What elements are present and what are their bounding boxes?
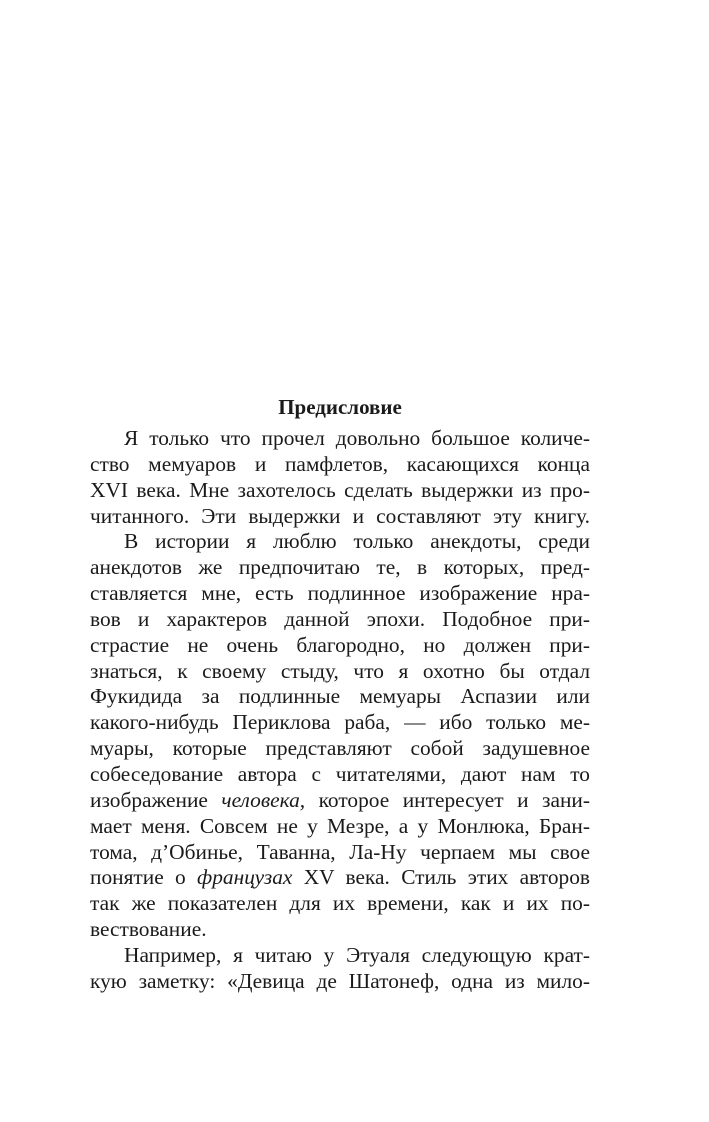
text-line: Фукидида за подлинные мемуары Аспазии или xyxy=(90,684,590,709)
text-line: Например, я читаю у Этуаля следующую крат- xyxy=(124,942,590,967)
text-line: читанного. Эти выдержки и составляют эту книгу. xyxy=(90,503,590,528)
text-line: анекдотов же предпочитаю те, в которых, пред- xyxy=(90,555,590,580)
text-line: собеседование автора с читателями, дают нам то xyxy=(90,761,590,786)
text-line: мает меня. Совсем не у Мезре, а у Монлюка, Бран- xyxy=(90,813,590,838)
text-line: ставляется мне, есть подлинное изображение нра- xyxy=(90,581,590,606)
text-line: какого-нибудь Периклова раба, — ибо только ме- xyxy=(90,710,590,735)
text-line: знаться, к своему стыду, что я охотно бы отдал xyxy=(90,658,590,683)
preface-text-block xyxy=(90,390,590,995)
text-line: вов и характеров данной эпохи. Подобное при- xyxy=(90,606,590,631)
text-line: кую заметку: «Девица де Шатонеф, одна из мило- xyxy=(90,968,590,993)
page-title: Предисловие xyxy=(278,395,402,419)
text-line: Я только что прочел довольно большое количе- xyxy=(124,426,590,450)
text-line: так же показателен для их времени, как и их по- xyxy=(90,891,590,916)
text-line: изображение человека, которое интересует и зани- xyxy=(90,787,590,812)
text-line: тома, д’Обинье, Таванна, Ла-Ну черпаем мы свое xyxy=(90,839,590,864)
text-line: понятие о французах XV века. Стиль этих авторов xyxy=(90,865,590,890)
text-line: XVI века. Мне захотелось сделать выдержки из про- xyxy=(90,477,590,502)
text-line: В истории я люблю только анекдоты, среди xyxy=(124,529,590,554)
italic-word: французах xyxy=(197,865,293,890)
italic-word: человека, xyxy=(221,787,306,812)
text-line: муары, которые представляют собой задушевное xyxy=(90,736,590,761)
text-line: вествование. xyxy=(90,917,207,942)
text-line: страстие не очень благородно, но должен при- xyxy=(90,632,590,657)
text-line: ство мемуаров и памфлетов, касающихся конца xyxy=(90,451,590,476)
